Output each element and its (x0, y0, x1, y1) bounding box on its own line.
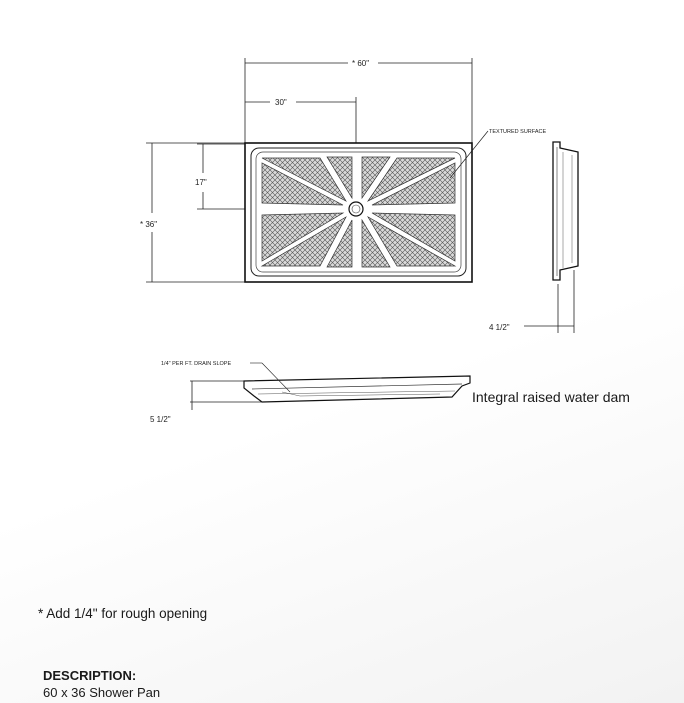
drain-slope-label: 1/4" PER FT. DRAIN SLOPE (161, 361, 232, 367)
pan-side-profile (553, 142, 578, 280)
side-height-dimension (489, 270, 574, 333)
drain-circle (349, 202, 363, 216)
half-width-dimension-label: 30" (275, 98, 287, 107)
description-title: DESCRIPTION: (43, 668, 137, 683)
depth-dimension-label: * 36" (140, 220, 158, 229)
depth-dimension (140, 143, 245, 282)
pan-front-profile (244, 376, 470, 402)
drain-offset-dimension-label: 17" (195, 178, 207, 187)
water-dam-label: Integral raised water dam (472, 389, 630, 405)
width-dimension-label: * 60" (352, 59, 370, 68)
side-height-dimension-label: 4 1/2" (489, 323, 510, 332)
front-height-dimension-label: 5 1/2" (150, 415, 171, 424)
description-body: 60 x 36 Shower Pan (43, 685, 161, 700)
pan-top-view (245, 143, 472, 282)
rough-opening-note: * Add 1/4" for rough opening (38, 606, 208, 621)
textured-surface-label: TEXTURED SURFACE (489, 129, 547, 135)
